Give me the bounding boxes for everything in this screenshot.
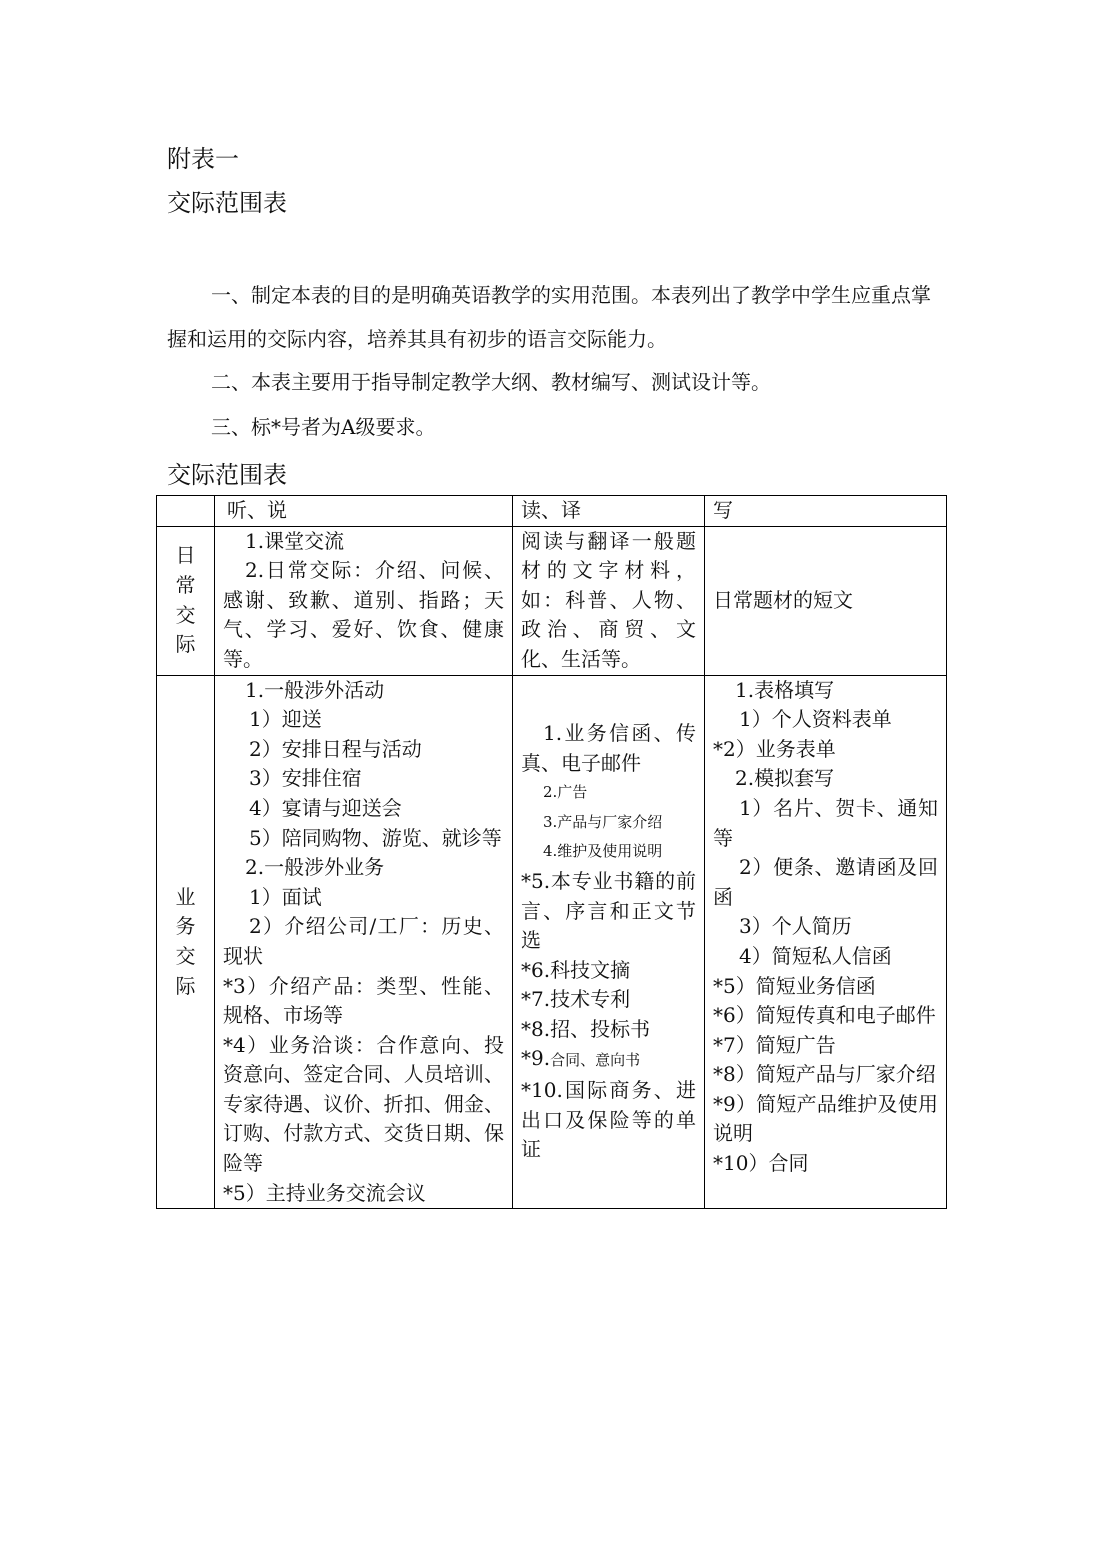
business-w-item: *2）业务表单 (713, 736, 836, 761)
intro-paragraph-3: 三、标*号者为A级要求。 (211, 415, 436, 439)
header-listen-speak-label: 听、说 (227, 498, 287, 522)
business-rt-item: *5.本专业书籍的前言、序言和正文节选 (521, 868, 696, 953)
business-ls-item: 2）安排日程与活动 (249, 736, 422, 761)
header-read-translate: 读、译 (513, 496, 705, 527)
business-ls-item: *5）主持业务交流会议 (223, 1180, 426, 1205)
business-w-item: 1）个人资料表单 (739, 707, 892, 732)
header-listen-speak (215, 496, 513, 527)
business-ls-item: 3）安排住宿 (249, 766, 362, 791)
doc-title: 交际范围表 (167, 189, 287, 217)
category-business-label: 业务交际 (175, 884, 196, 998)
business-rt-item: *7.技术专利 (521, 987, 631, 1012)
business-rt-item: 4.维护及使用说明 (543, 842, 663, 861)
business-ls-item: 1）迎送 (249, 707, 322, 732)
business-ls-item: 1）面试 (249, 884, 322, 909)
business-w-item: *10）合同 (713, 1151, 809, 1176)
business-rt-item: *8.招、投标书 (521, 1016, 651, 1041)
header-write: 写 (705, 496, 947, 527)
business-w-item: *6）简短传真和电子邮件 (713, 1003, 936, 1028)
business-listen-speak-cell (215, 675, 513, 1209)
daily-rt-item: 阅读与翻译一般题材的文字材料，如：科普、人物、政治、商贸、文化、生活等。 (521, 528, 696, 671)
business-w-item: 4）简短私人信函 (739, 943, 892, 968)
business-read-translate-cell (513, 675, 705, 1209)
business-ls-item: 5）陪同购物、游览、就诊等 (249, 825, 502, 850)
business-ls-item: *3）介绍产品：类型、性能、规格、市场等 (223, 973, 504, 1028)
business-ls-item: 4）宴请与迎送会 (249, 795, 402, 820)
business-ls-item: 2.一般涉外业务 (245, 855, 385, 880)
business-rt-item: *6.科技文摘 (521, 957, 631, 982)
business-rt-item: 2.广告 (543, 783, 588, 802)
business-rt-9-number: *9. (521, 1046, 551, 1071)
intro-paragraph-2: 二、本表主要用于指导制定教学大纲、教材编写、测试设计等。 (211, 370, 771, 394)
business-w-item: 1.表格填写 (735, 677, 835, 702)
business-w-item: 1）名片、贺卡、通知等 (713, 795, 938, 850)
business-rt-item: 3.产品与厂家介绍 (543, 812, 663, 831)
business-rt-item-9 (521, 1044, 696, 1076)
business-ls-item: 1.一般涉外活动 (245, 677, 385, 702)
table-row-daily (157, 526, 947, 675)
header-blank (157, 496, 215, 527)
daily-write-cell (705, 526, 947, 675)
business-w-item: *5）简短业务信函 (713, 973, 876, 998)
business-w-item: *8）简短产品与厂家介绍 (713, 1062, 936, 1087)
business-w-item: *9）简短产品维护及使用说明 (713, 1091, 938, 1146)
appendix-label: 附表一 (167, 145, 239, 173)
category-daily (157, 526, 215, 675)
business-w-item: 2.模拟套写 (735, 766, 835, 791)
business-ls-item: 2）介绍公司/工厂：历史、现状 (223, 914, 504, 968)
business-rt-item: *10.国际商务、进出口及保险等的单证 (521, 1078, 696, 1162)
table-title: 交际范围表 (167, 461, 287, 489)
daily-w-item: 日常题材的短文 (713, 587, 853, 612)
business-rt-9-text: 合同、意向书 (550, 1051, 641, 1070)
business-rt-item: 1.业务信函、传真、电子邮件 (521, 720, 696, 775)
communication-scope-table (156, 495, 947, 1209)
business-ls-item: *4）业务洽谈：合作意向、投资意向、签定合同、人员培训、专家待遇、议价、折扣、佣金、订购、付款方式、交货日期、保险等 (223, 1032, 504, 1176)
table-row-business (157, 675, 947, 1209)
business-w-item: 3）个人简历 (739, 914, 852, 939)
category-business (157, 675, 215, 1209)
business-write-cell (705, 675, 947, 1209)
daily-ls-item: 2.日常交际：介绍、问候、感谢、致歉、道别、指路；天气、学习、爱好、饮食、健康等。 (223, 558, 504, 671)
intro-paragraph-1: 一、制定本表的目的是明确英语教学的实用范围。本表列出了教学中学生应重点掌握和运用的交际内容，培养其具有初步的语言交际能力。 (167, 283, 931, 351)
business-w-item: *7）简短广告 (713, 1032, 836, 1057)
business-w-item: 2）便条、邀请函及回函 (713, 855, 938, 909)
daily-read-translate-cell (513, 526, 705, 675)
daily-ls-item: 1.课堂交流 (245, 528, 345, 553)
category-daily-label: 日常交际 (175, 543, 196, 657)
daily-listen-speak-cell (215, 526, 513, 675)
table-header-row (157, 496, 947, 527)
